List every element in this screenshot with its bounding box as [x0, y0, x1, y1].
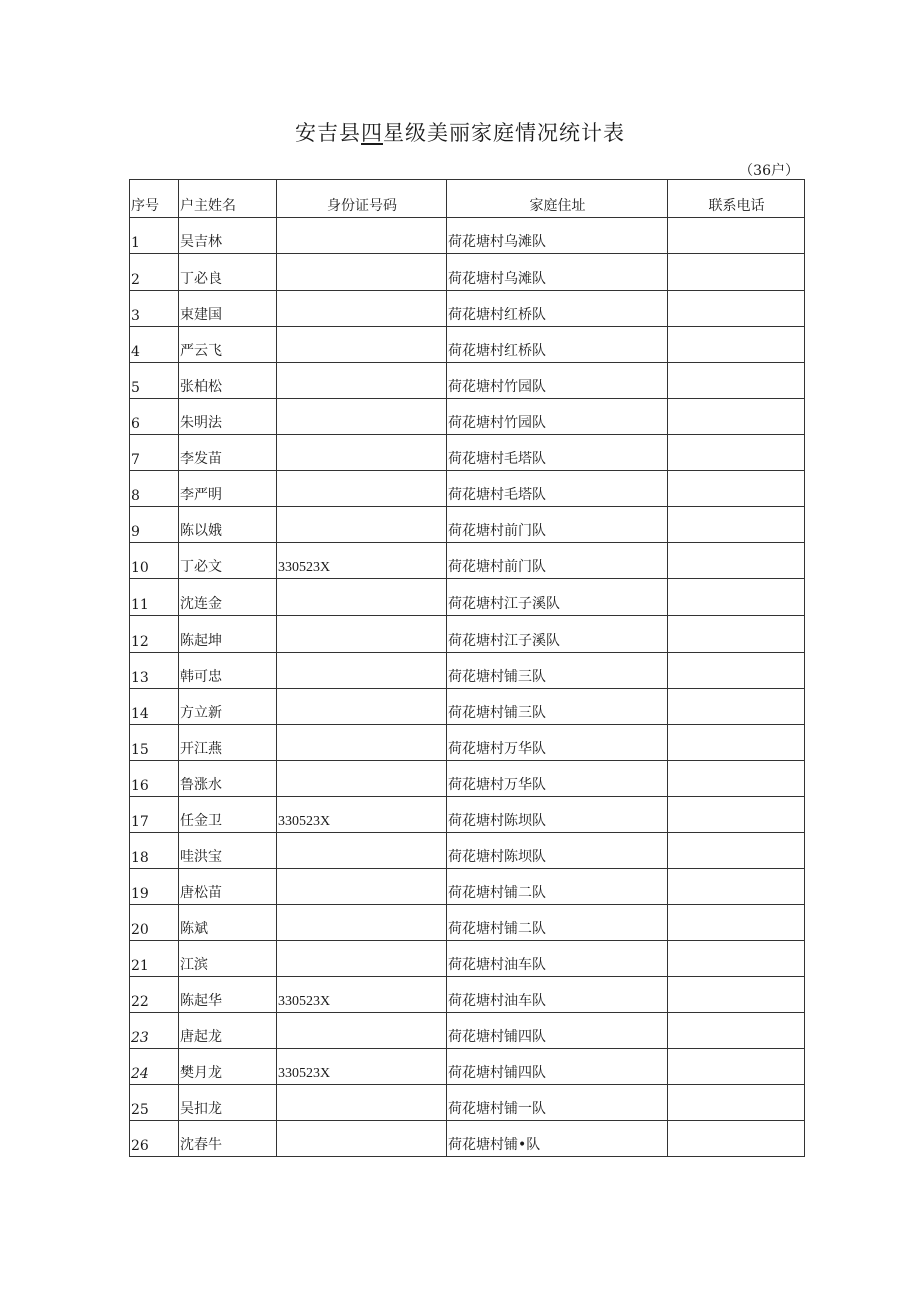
row-phone [668, 1121, 805, 1157]
row-address: 荷花塘村铺四队 [447, 1013, 668, 1049]
row-serial-no: 12 [130, 616, 179, 653]
table-row [130, 471, 805, 507]
row-address: 荷花塘村毛塔队 [447, 471, 668, 507]
row-id-number [277, 725, 447, 761]
row-id-number [277, 327, 447, 363]
row-address: 荷花塘村江子溪队 [447, 616, 668, 653]
table-row [130, 254, 805, 291]
row-id-number [277, 1085, 447, 1121]
table-row [130, 1013, 805, 1049]
row-address: 荷花塘村铺•队 [447, 1121, 668, 1157]
row-phone [668, 616, 805, 653]
row-address: 荷花塘村乌滩队 [447, 254, 668, 291]
row-household-head: 鲁涨水 [179, 761, 277, 797]
table-row [130, 869, 805, 905]
row-serial-no: 11 [130, 579, 179, 616]
table-row [130, 507, 805, 543]
row-household-head: 沈连金 [179, 579, 277, 616]
row-serial-no: 1 [130, 218, 179, 254]
row-serial-no: 26 [130, 1121, 179, 1157]
row-phone [668, 761, 805, 797]
row-serial-no: 15 [130, 725, 179, 761]
household-count: （36户） [739, 163, 799, 179]
row-phone [668, 1013, 805, 1049]
row-serial-no: 25 [130, 1085, 179, 1121]
row-phone [668, 579, 805, 616]
row-phone [668, 327, 805, 363]
row-id-number [277, 1121, 447, 1157]
row-phone [668, 869, 805, 905]
table-row [130, 653, 805, 689]
row-phone [668, 254, 805, 291]
row-phone [668, 689, 805, 725]
row-serial-no: 4 [130, 327, 179, 363]
row-address: 荷花塘村万华队 [447, 725, 668, 761]
row-address: 荷花塘村万华队 [447, 761, 668, 797]
row-household-head: 江滨 [179, 941, 277, 977]
row-id-number [277, 579, 447, 616]
row-serial-no: 23 [130, 1013, 179, 1049]
row-household-head: 丁必文 [179, 543, 277, 579]
row-address: 荷花塘村毛塔队 [447, 435, 668, 471]
table-row [130, 579, 805, 616]
header-household-head: 户主姓名 [179, 180, 277, 218]
table-row [130, 435, 805, 471]
row-id-number [277, 507, 447, 543]
table-row [130, 977, 805, 1013]
row-phone [668, 725, 805, 761]
table-row [130, 1121, 805, 1157]
row-household-head: 唐松苗 [179, 869, 277, 905]
header-serial-no: 序号 [130, 180, 179, 218]
family-stats-table [129, 179, 805, 1157]
row-address: 荷花塘村前门队 [447, 543, 668, 579]
row-address: 荷花塘村陈坝队 [447, 797, 668, 833]
row-id-number [277, 941, 447, 977]
row-household-head: 唐起龙 [179, 1013, 277, 1049]
row-phone [668, 291, 805, 327]
row-phone [668, 218, 805, 254]
row-address: 荷花塘村乌滩队 [447, 218, 668, 254]
row-address: 荷花塘村红桥队 [447, 291, 668, 327]
row-id-number [277, 869, 447, 905]
row-phone [668, 797, 805, 833]
row-phone [668, 363, 805, 399]
row-address: 荷花塘村铺一队 [447, 1085, 668, 1121]
row-address: 荷花塘村油车队 [447, 977, 668, 1013]
row-id-number [277, 435, 447, 471]
row-id-number [277, 471, 447, 507]
row-household-head: 吴扣龙 [179, 1085, 277, 1121]
table-row [130, 291, 805, 327]
table-row [130, 1085, 805, 1121]
row-phone [668, 507, 805, 543]
row-serial-no: 2 [130, 254, 179, 291]
row-phone [668, 435, 805, 471]
row-address: 荷花塘村陈坝队 [447, 833, 668, 869]
row-phone [668, 1049, 805, 1085]
row-id-number [277, 399, 447, 435]
row-address: 荷花塘村江子溪队 [447, 579, 668, 616]
row-household-head: 吴吉林 [179, 218, 277, 254]
row-address: 荷花塘村铺二队 [447, 869, 668, 905]
table-row [130, 616, 805, 653]
row-phone [668, 399, 805, 435]
row-household-head: 陈起坤 [179, 616, 277, 653]
row-id-number [277, 761, 447, 797]
row-address: 荷花塘村竹园队 [447, 399, 668, 435]
row-household-head: 方立新 [179, 689, 277, 725]
row-address: 荷花塘村红桥队 [447, 327, 668, 363]
row-household-head: 樊月龙 [179, 1049, 277, 1085]
table-row [130, 797, 805, 833]
row-household-head: 束建国 [179, 291, 277, 327]
row-id-number: 330523X [277, 797, 447, 833]
table-header-row [130, 180, 805, 218]
row-household-head: 陈起华 [179, 977, 277, 1013]
row-phone [668, 1085, 805, 1121]
row-household-head: 哇洪宝 [179, 833, 277, 869]
document-title [0, 117, 920, 147]
row-serial-no: 24 [130, 1049, 179, 1085]
row-serial-no: 19 [130, 869, 179, 905]
row-serial-no: 18 [130, 833, 179, 869]
row-serial-no: 20 [130, 905, 179, 941]
table-row [130, 725, 805, 761]
row-serial-no: 3 [130, 291, 179, 327]
row-id-number [277, 653, 447, 689]
table-row [130, 1049, 805, 1085]
row-serial-no: 7 [130, 435, 179, 471]
row-address: 荷花塘村油车队 [447, 941, 668, 977]
row-household-head: 开江燕 [179, 725, 277, 761]
row-phone [668, 941, 805, 977]
table-row [130, 363, 805, 399]
table-row [130, 689, 805, 725]
row-phone [668, 833, 805, 869]
row-serial-no: 8 [130, 471, 179, 507]
table-row [130, 761, 805, 797]
row-id-number [277, 689, 447, 725]
row-address: 荷花塘村铺三队 [447, 689, 668, 725]
table-row [130, 399, 805, 435]
row-phone [668, 653, 805, 689]
title-suffix: 星级美丽家庭情况统计表 [383, 121, 625, 145]
row-address: 荷花塘村铺二队 [447, 905, 668, 941]
row-id-number [277, 363, 447, 399]
table-row [130, 543, 805, 579]
row-phone [668, 977, 805, 1013]
row-household-head: 陈以娥 [179, 507, 277, 543]
row-address: 荷花塘村前门队 [447, 507, 668, 543]
row-address: 荷花塘村铺四队 [447, 1049, 668, 1085]
row-household-head: 陈斌 [179, 905, 277, 941]
row-serial-no: 17 [130, 797, 179, 833]
row-household-head: 张柏松 [179, 363, 277, 399]
row-serial-no: 13 [130, 653, 179, 689]
row-id-number [277, 905, 447, 941]
row-id-number: 330523X [277, 543, 447, 579]
title-star-level: 四 [361, 121, 383, 145]
row-id-number [277, 254, 447, 291]
row-id-number [277, 833, 447, 869]
row-phone [668, 471, 805, 507]
header-id-number: 身份证号码 [277, 180, 447, 218]
title-prefix: 安吉县 [295, 121, 361, 145]
row-household-head: 韩可忠 [179, 653, 277, 689]
row-id-number [277, 291, 447, 327]
header-address: 家庭住址 [447, 180, 668, 218]
row-serial-no: 6 [130, 399, 179, 435]
row-household-head: 李严明 [179, 471, 277, 507]
row-household-head: 严云飞 [179, 327, 277, 363]
row-serial-no: 21 [130, 941, 179, 977]
row-address: 荷花塘村竹园队 [447, 363, 668, 399]
table-row [130, 905, 805, 941]
row-phone [668, 543, 805, 579]
row-serial-no: 22 [130, 977, 179, 1013]
row-id-number: 330523X [277, 1049, 447, 1085]
row-household-head: 李发苗 [179, 435, 277, 471]
row-address: 荷花塘村铺三队 [447, 653, 668, 689]
row-serial-no: 14 [130, 689, 179, 725]
table-body [130, 218, 805, 1157]
table-row [130, 218, 805, 254]
table-row [130, 833, 805, 869]
row-serial-no: 10 [130, 543, 179, 579]
row-household-head: 丁必良 [179, 254, 277, 291]
row-phone [668, 905, 805, 941]
row-household-head: 任金卫 [179, 797, 277, 833]
header-phone: 联系电话 [668, 180, 805, 218]
row-id-number [277, 616, 447, 653]
table-row [130, 941, 805, 977]
row-id-number: 330523X [277, 977, 447, 1013]
row-serial-no: 9 [130, 507, 179, 543]
row-id-number [277, 1013, 447, 1049]
row-household-head: 沈春牛 [179, 1121, 277, 1157]
row-serial-no: 16 [130, 761, 179, 797]
table-row [130, 327, 805, 363]
row-household-head: 朱明法 [179, 399, 277, 435]
row-serial-no: 5 [130, 363, 179, 399]
row-id-number [277, 218, 447, 254]
